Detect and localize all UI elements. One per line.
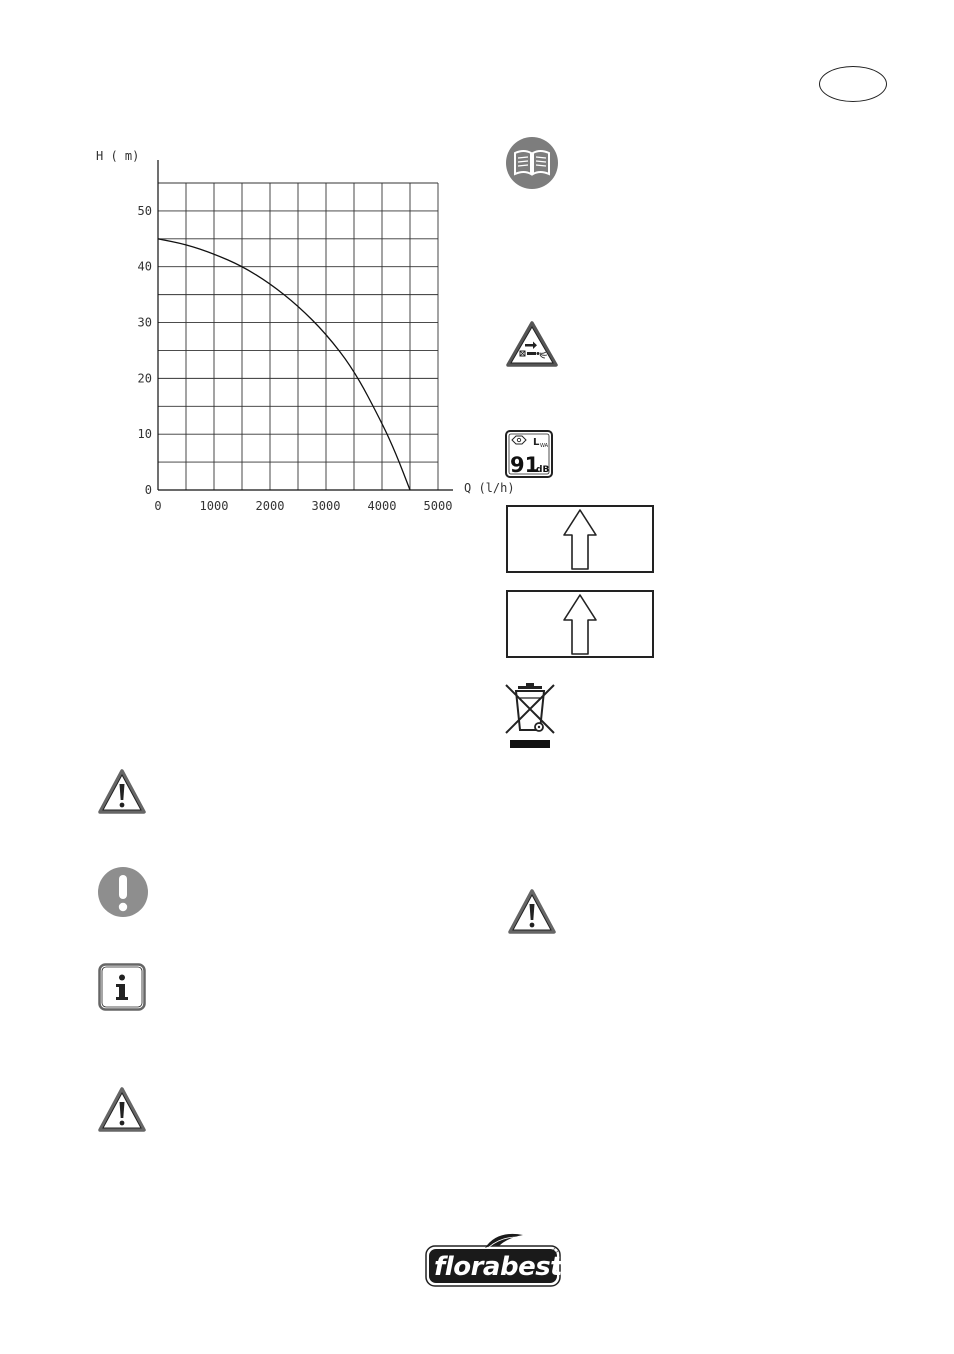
chart-grid xyxy=(158,183,438,490)
arrow-up-icon xyxy=(562,592,598,656)
language-badge xyxy=(819,66,887,102)
x-tick-label: 5000 xyxy=(423,499,453,513)
warning-triangle-icon xyxy=(507,888,557,940)
sound-subscript: WA xyxy=(540,443,549,449)
y-tick-label: 20 xyxy=(137,371,152,386)
y-tick-labels xyxy=(138,204,152,497)
y-tick-label: 0 xyxy=(144,483,152,497)
pump-curve xyxy=(158,239,410,490)
brand-name: florabest xyxy=(434,1252,563,1282)
y-tick-label: 30 xyxy=(137,315,152,330)
x-tick-labels xyxy=(154,499,452,513)
sound-unit: dB xyxy=(536,465,550,475)
sound-symbol: L xyxy=(533,437,540,448)
flow-arrow-box-1 xyxy=(506,505,654,573)
florabest-logo xyxy=(423,1232,563,1290)
sound-value: 91 xyxy=(510,453,540,477)
note-exclamation-icon xyxy=(97,866,149,922)
warning-triangle-icon xyxy=(97,768,147,820)
info-icon xyxy=(98,963,146,1015)
x-tick-label: 1000 xyxy=(199,499,229,513)
y-tick-label: 40 xyxy=(137,259,152,274)
chart-axes xyxy=(158,160,453,490)
warning-spray-icon xyxy=(505,320,559,372)
y-tick-label: 10 xyxy=(137,427,152,442)
arrow-up-icon xyxy=(562,507,598,571)
y-axis-title: H ( m) xyxy=(96,149,140,163)
sound-power-level-icon xyxy=(505,430,553,482)
flow-arrow-box-2 xyxy=(506,590,654,658)
warning-triangle-icon xyxy=(97,1086,147,1138)
y-tick-label: 50 xyxy=(137,203,152,218)
pump-performance-chart xyxy=(88,140,518,525)
x-tick-label: 3000 xyxy=(311,499,341,513)
x-tick-label: 0 xyxy=(154,499,162,513)
x-axis-title: Q (l/h) xyxy=(464,481,515,495)
read-manual-icon xyxy=(505,136,559,194)
x-tick-label: 2000 xyxy=(255,499,285,513)
x-tick-label: 4000 xyxy=(367,499,397,513)
crossed-out-bin-icon xyxy=(502,682,558,756)
